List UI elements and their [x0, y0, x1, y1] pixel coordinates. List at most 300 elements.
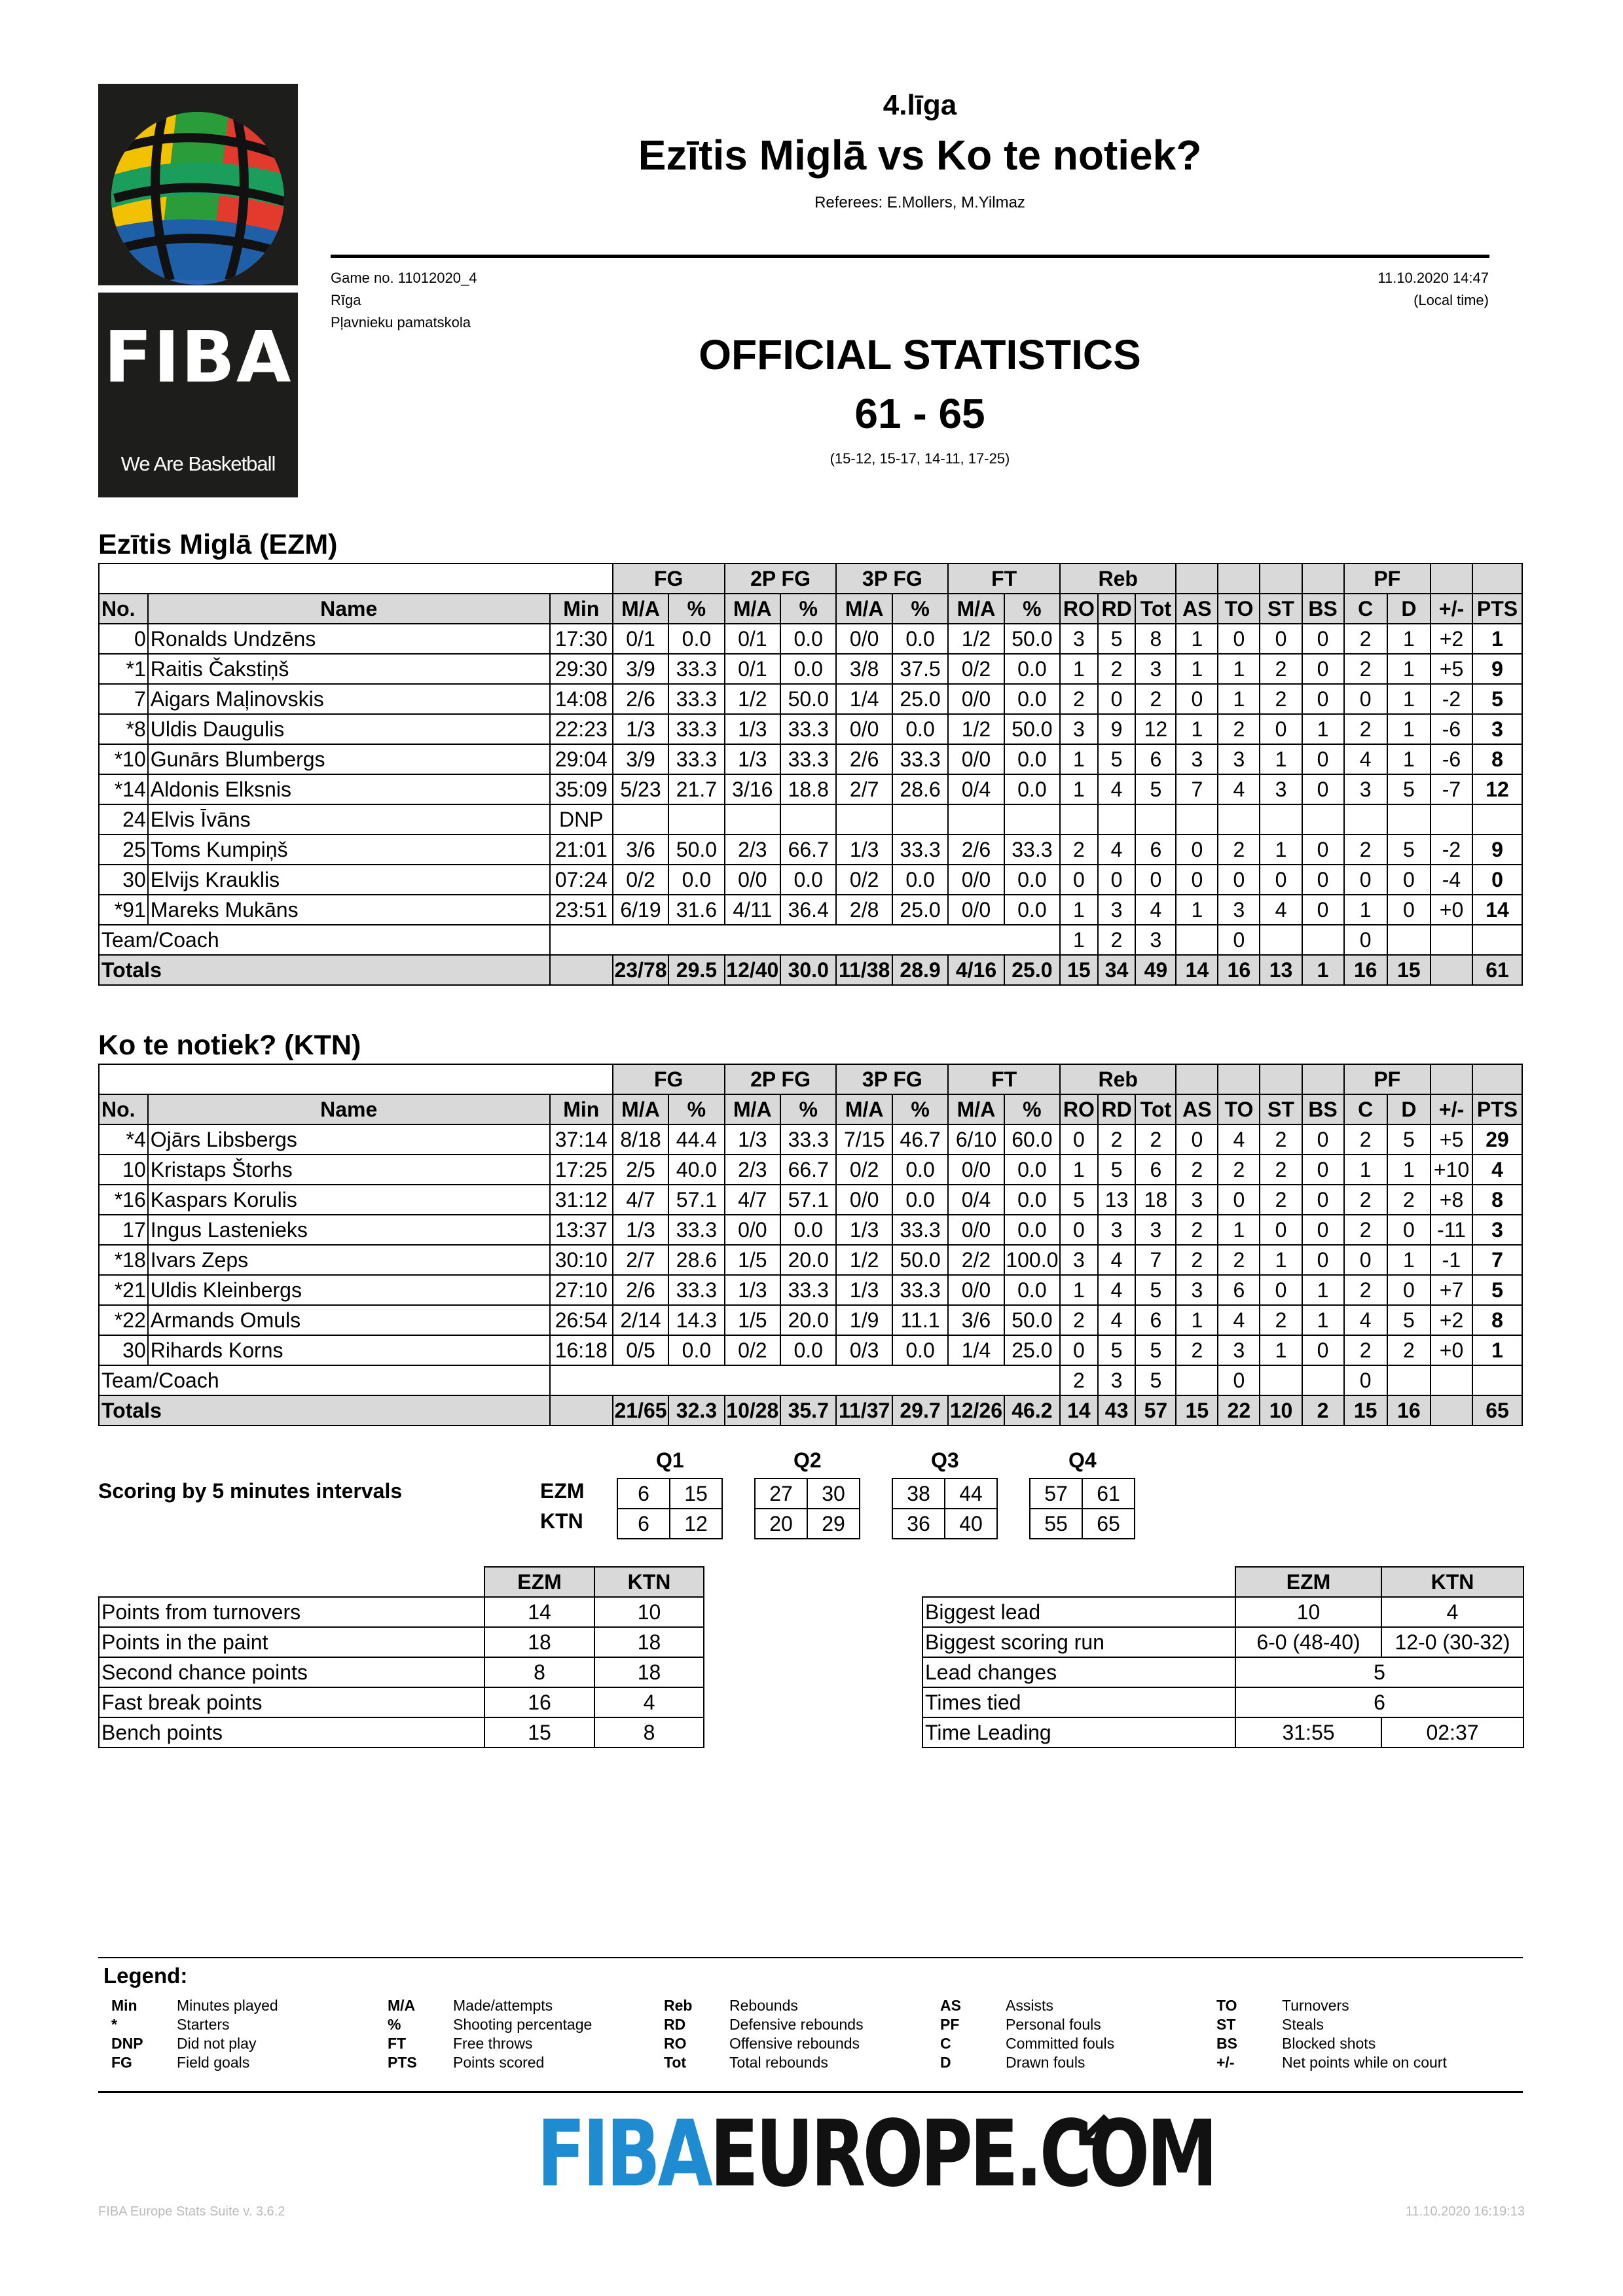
cell-plus-minus: +0: [1431, 895, 1472, 925]
cell-pts: 9: [1472, 834, 1522, 865]
lead-value: 5: [1235, 1657, 1523, 1687]
cell-bs: 0: [1302, 684, 1344, 714]
cell-st: 0: [1260, 1215, 1302, 1245]
cell-ro: 1: [1060, 1155, 1098, 1185]
brand-fiba: FIBA: [537, 2101, 710, 2208]
cell-pts: 1: [1472, 624, 1522, 654]
points-row: [99, 1627, 704, 1657]
points-ezm: 14: [484, 1597, 594, 1627]
cell-no: 17: [99, 1215, 148, 1245]
cell-3p-ma: 1/2: [836, 1245, 892, 1275]
totals-fg-ma: 23/78: [613, 955, 668, 985]
fiba-tagline: We Are Basketball: [120, 452, 276, 475]
header-col-3p-pct: %: [892, 1094, 948, 1124]
cell-3p-ma: 1/3: [836, 1215, 892, 1245]
points-ezm: 8: [484, 1657, 594, 1687]
cell-fg-ma: 2/6: [613, 1275, 668, 1305]
cell-3p-ma: 3/8: [836, 654, 892, 684]
cell-ft-ma: 0/0: [948, 865, 1004, 895]
header-col-ft-pct: %: [1004, 1094, 1060, 1124]
legend-desc: Turnovers: [1282, 1997, 1349, 2014]
lead-ezm: 6-0 (48-40): [1235, 1627, 1381, 1657]
cell-as: 3: [1176, 1185, 1218, 1215]
cell-pf-c: 4: [1344, 1305, 1387, 1335]
team-coach-row: [99, 1365, 1522, 1395]
cell-ro: 2: [1060, 834, 1098, 865]
header-col-name: Name: [148, 1094, 550, 1124]
lead-label: Lead changes: [922, 1657, 1235, 1687]
cell-name: Ivars Zeps: [148, 1245, 550, 1275]
header-group-1: 2P FG: [725, 1064, 837, 1094]
header-col-2p-ma: M/A: [725, 1094, 780, 1124]
cell-3p-ma: 2/6: [836, 744, 892, 774]
cell-ft-pct: 0.0: [1004, 684, 1060, 714]
cell-fg-pct: 28.6: [668, 1245, 724, 1275]
q2-label: Q2: [793, 1448, 822, 1472]
referees: Referees: E.Mollers, M.Yilmaz: [814, 194, 1025, 211]
header-blank-to: [1218, 564, 1260, 594]
totals-ft-ma: 12/26: [948, 1395, 1004, 1426]
cell-ro: 2: [1060, 1305, 1098, 1335]
totals-pts: 61: [1472, 955, 1522, 985]
cell-rd: 5: [1098, 744, 1136, 774]
cell-min: 16:18: [550, 1335, 613, 1365]
totals-2p-ma: 10/28: [725, 1395, 780, 1426]
cell-pf-c: 2: [1344, 1335, 1387, 1365]
cell-no: *18: [99, 1245, 148, 1275]
cell-tot: 3: [1135, 654, 1176, 684]
cell-fg-ma: 2/14: [613, 1305, 668, 1335]
cell-no: *21: [99, 1275, 148, 1305]
interval-row-ktn: [617, 1509, 722, 1539]
header-blank-pts: [1472, 1064, 1522, 1094]
lead-header-ktn: KTN: [1381, 1567, 1523, 1597]
interval-table-q3: [892, 1478, 998, 1539]
cell-plus-minus: -7: [1431, 774, 1472, 804]
cell-3p-ma: 2/8: [836, 895, 892, 925]
cell-3p-pct: 0.0: [892, 1185, 948, 1215]
header-group-2: 3P FG: [836, 1064, 948, 1094]
cell-to: 6: [1218, 1275, 1260, 1305]
cell-bs: [1302, 804, 1344, 834]
official-statistics-title: OFFICIAL STATISTICS: [699, 331, 1141, 378]
local-time-note: (Local time): [1413, 292, 1489, 308]
legend-desc: Shooting percentage: [453, 2016, 593, 2033]
header-col-no: No.: [99, 594, 148, 624]
player-row: [99, 1275, 1522, 1305]
cell-fg-ma: 2/5: [613, 1155, 668, 1185]
box-score-home: [98, 563, 1523, 986]
lead-ezm: 10: [1235, 1597, 1381, 1627]
cell-name: Ronalds Undzēns: [148, 624, 550, 654]
cell-plus-minus: +0: [1431, 1335, 1472, 1365]
cell-to: [1218, 804, 1260, 834]
interval-table-q1: [617, 1478, 723, 1539]
interval-row-ezm: [755, 1479, 860, 1509]
totals-rd: 43: [1098, 1395, 1136, 1426]
header-blank-pts: [1472, 564, 1522, 594]
cell-fg-pct: 40.0: [668, 1155, 724, 1185]
totals-label: Totals: [99, 1395, 550, 1426]
cell-rd: 3: [1098, 1215, 1136, 1245]
header-col-ro: RO: [1060, 1094, 1098, 1124]
cell-no: *14: [99, 774, 148, 804]
team-coach-tot: 3: [1135, 925, 1176, 955]
player-row: [99, 624, 1522, 654]
cell-2p-pct: 33.3: [780, 714, 836, 744]
cell-st: 0: [1260, 714, 1302, 744]
cell-plus-minus: -1: [1431, 1245, 1472, 1275]
legend-key: TO: [1216, 1997, 1237, 2014]
cell-ft-pct: 0.0: [1004, 1155, 1060, 1185]
cell-pf-d: 1: [1387, 744, 1431, 774]
legend-key: PF: [940, 2016, 960, 2033]
header-blank-as: [1176, 1064, 1218, 1094]
legend-desc: Field goals: [177, 2054, 250, 2071]
legend-key: Tot: [664, 2054, 687, 2071]
legend-desc: Rebounds: [729, 1997, 798, 2014]
interval-score-ktn: 29: [807, 1509, 860, 1539]
team-name-away: Ko te notiek? (KTN): [98, 1030, 361, 1061]
interval-score-ezm: 61: [1082, 1479, 1135, 1509]
header-col-fg-ma: M/A: [613, 594, 668, 624]
cell-fg-ma: 5/23: [613, 774, 668, 804]
cell-ft-pct: [1004, 804, 1060, 834]
player-row: [99, 1155, 1522, 1185]
header-group-4: Reb: [1060, 1064, 1176, 1094]
cell-min: 37:14: [550, 1124, 613, 1155]
cell-bs: 1: [1302, 1305, 1344, 1335]
cell-pf-c: 0: [1344, 865, 1387, 895]
header-col-3p-ma: M/A: [836, 1094, 892, 1124]
cell-min: 17:30: [550, 624, 613, 654]
lead-label: Times tied: [922, 1687, 1235, 1717]
cell-bs: 0: [1302, 1245, 1344, 1275]
totals-ft-pct: 46.2: [1004, 1395, 1060, 1426]
totals-pf-c: 16: [1344, 955, 1387, 985]
team-coach-pts: [1472, 1365, 1522, 1395]
totals-rd: 34: [1098, 955, 1136, 985]
header-divider: [331, 255, 1489, 258]
cell-ft-pct: 33.3: [1004, 834, 1060, 865]
game-info: [331, 267, 477, 334]
cell-rd: 5: [1098, 1335, 1136, 1365]
cell-rd: 2: [1098, 1124, 1136, 1155]
cell-no: 30: [99, 1335, 148, 1365]
lead-header-empty: [922, 1567, 1235, 1597]
totals-row: [99, 1395, 1522, 1426]
cell-as: 7: [1176, 774, 1218, 804]
totals-st: 10: [1260, 1395, 1302, 1426]
cell-fg-ma: 4/7: [613, 1185, 668, 1215]
legend-key: ST: [1216, 2016, 1236, 2033]
game-venue: Pļavnieku pamatskola: [331, 314, 471, 331]
cell-pf-d: 2: [1387, 1185, 1431, 1215]
cell-ft-ma: 2/6: [948, 834, 1004, 865]
cell-st: 2: [1260, 1155, 1302, 1185]
team-coach-pm: [1431, 1365, 1472, 1395]
cell-name: Gunārs Blumbergs: [148, 744, 550, 774]
cell-to: 4: [1218, 1305, 1260, 1335]
cell-fg-pct: 50.0: [668, 834, 724, 865]
cell-ft-pct: 0.0: [1004, 1275, 1060, 1305]
player-row: [99, 774, 1522, 804]
lead-row-biggest-lead: [922, 1597, 1523, 1627]
cell-ro: 0: [1060, 1335, 1098, 1365]
cell-to: 1: [1218, 1215, 1260, 1245]
cell-pf-c: 2: [1344, 1275, 1387, 1305]
interval-score-ktn: 6: [617, 1509, 670, 1539]
cell-pf-d: 1: [1387, 1245, 1431, 1275]
totals-ro: 15: [1060, 955, 1098, 985]
cell-to: 0: [1218, 624, 1260, 654]
points-header-ezm: EZM: [484, 1567, 594, 1597]
totals-bs: 1: [1302, 955, 1344, 985]
cell-name: Elvis Īvāns: [148, 804, 550, 834]
cell-bs: 1: [1302, 714, 1344, 744]
cell-rd: 9: [1098, 714, 1136, 744]
cell-rd: 5: [1098, 624, 1136, 654]
cell-tot: [1135, 804, 1176, 834]
cell-pf-d: 1: [1387, 684, 1431, 714]
team-coach-ro: 1: [1060, 925, 1098, 955]
lead-row-time-leading: [922, 1717, 1523, 1748]
cell-min: 29:30: [550, 654, 613, 684]
cell-fg-ma: 0/1: [613, 624, 668, 654]
cell-to: 2: [1218, 834, 1260, 865]
header-col-to: TO: [1218, 594, 1260, 624]
header-col-fg-pct: %: [668, 1094, 724, 1124]
interval-score-ktn: 55: [1030, 1509, 1082, 1539]
game-number: Game no. 11012020_4: [331, 270, 477, 286]
fibaeurope-brand-logo: [537, 2101, 1214, 2208]
cell-no: 7: [99, 684, 148, 714]
cell-min: 27:10: [550, 1275, 613, 1305]
cell-ft-pct: 0.0: [1004, 774, 1060, 804]
cell-ro: 3: [1060, 624, 1098, 654]
cell-ft-ma: 0/0: [948, 1275, 1004, 1305]
header-empty: [99, 1064, 613, 1094]
cell-3p-pct: [892, 804, 948, 834]
interval-score-ezm: 57: [1030, 1479, 1082, 1509]
cell-st: 2: [1260, 1124, 1302, 1155]
cell-bs: 0: [1302, 1185, 1344, 1215]
points-ktn: 18: [594, 1657, 704, 1687]
cell-3p-pct: 11.1: [892, 1305, 948, 1335]
cell-as: 2: [1176, 1215, 1218, 1245]
cell-name: Armands Omuls: [148, 1305, 550, 1335]
cell-pf-d: 1: [1387, 654, 1431, 684]
totals-ft-pct: 25.0: [1004, 955, 1060, 985]
cell-2p-pct: 0.0: [780, 1215, 836, 1245]
team-coach-c: 0: [1344, 1365, 1387, 1395]
header-col-to: TO: [1218, 1094, 1260, 1124]
cell-ft-ma: 0/4: [948, 774, 1004, 804]
cell-bs: 0: [1302, 895, 1344, 925]
cell-st: 3: [1260, 774, 1302, 804]
cell-3p-pct: 25.0: [892, 895, 948, 925]
points-row: [99, 1717, 704, 1748]
cell-name: Mareks Mukāns: [148, 895, 550, 925]
cell-ft-pct: 0.0: [1004, 1215, 1060, 1245]
cell-ro: 5: [1060, 1185, 1098, 1215]
player-row: [99, 804, 1522, 834]
header-col-2p-pct: %: [780, 1094, 836, 1124]
cell-tot: 18: [1135, 1185, 1176, 1215]
header-blank-st: [1260, 564, 1302, 594]
legend-desc: Did not play: [177, 2035, 257, 2052]
cell-pf-d: 5: [1387, 774, 1431, 804]
cell-3p-pct: 25.0: [892, 684, 948, 714]
lead-row-biggest-run: [922, 1627, 1523, 1657]
cell-fg-pct: 44.4: [668, 1124, 724, 1155]
cell-pf-c: 4: [1344, 744, 1387, 774]
cell-2p-ma: 1/5: [725, 1245, 780, 1275]
cell-ro: 1: [1060, 1275, 1098, 1305]
cell-3p-ma: 7/15: [836, 1124, 892, 1155]
cell-name: Toms Kumpiņš: [148, 834, 550, 865]
legend-key: D: [940, 2054, 951, 2071]
team-coach-tot: 5: [1135, 1365, 1176, 1395]
totals-ft-ma: 4/16: [948, 955, 1004, 985]
cell-pts: [1472, 804, 1522, 834]
cell-ro: 1: [1060, 895, 1098, 925]
team-coach-label: Team/Coach: [99, 925, 550, 955]
cell-to: 3: [1218, 744, 1260, 774]
header-col-name: Name: [148, 594, 550, 624]
lead-ktn: 12-0 (30-32): [1381, 1627, 1523, 1657]
cell-min: 13:37: [550, 1215, 613, 1245]
cell-ro: 1: [1060, 744, 1098, 774]
cell-2p-ma: 2/3: [725, 1155, 780, 1185]
legend-key: RD: [664, 2016, 686, 2033]
header-blank-bs: [1302, 564, 1344, 594]
cell-fg-pct: 31.6: [668, 895, 724, 925]
cell-pf-c: 0: [1344, 1245, 1387, 1275]
player-row: [99, 895, 1522, 925]
header-col-min: Min: [550, 594, 613, 624]
header-group-1: 2P FG: [725, 564, 837, 594]
player-row: [99, 744, 1522, 774]
cell-pts: 5: [1472, 1275, 1522, 1305]
cell-ft-ma: 0/0: [948, 744, 1004, 774]
legend-desc: Personal fouls: [1006, 2016, 1101, 2033]
interval-label: Scoring by 5 minutes intervals: [98, 1479, 403, 1503]
header-col-plus-minus: +/-: [1431, 594, 1472, 624]
header-col-2p-pct: %: [780, 594, 836, 624]
cell-no: *10: [99, 744, 148, 774]
team-coach-to: 0: [1218, 925, 1260, 955]
cell-2p-ma: 0/1: [725, 624, 780, 654]
team-coach-ro: 2: [1060, 1365, 1098, 1395]
points-row: [99, 1657, 704, 1687]
cell-fg-ma: 1/3: [613, 1215, 668, 1245]
lead-ktn: 4: [1381, 1597, 1523, 1627]
totals-2p-pct: 30.0: [780, 955, 836, 985]
team-name-home: Ezītis Miglā (EZM): [98, 529, 338, 560]
header-col-2p-ma: M/A: [725, 594, 780, 624]
totals-tot: 49: [1135, 955, 1176, 985]
header-blank-bs: [1302, 1064, 1344, 1094]
interval-score-ezm: 30: [807, 1479, 860, 1509]
cell-st: 1: [1260, 834, 1302, 865]
points-ezm: 15: [484, 1717, 594, 1748]
cell-plus-minus: +2: [1431, 1305, 1472, 1335]
cell-rd: 4: [1098, 1305, 1136, 1335]
header-col-st: ST: [1260, 594, 1302, 624]
header-col-ft-ma: M/A: [948, 594, 1004, 624]
cell-3p-ma: 1/3: [836, 1275, 892, 1305]
cell-ro: 1: [1060, 774, 1098, 804]
legend-key: +/-: [1216, 2054, 1235, 2071]
footer-version: FIBA Europe Stats Suite v. 3.6.2: [98, 2204, 285, 2219]
cell-min: 30:10: [550, 1245, 613, 1275]
cell-rd: 4: [1098, 774, 1136, 804]
cell-2p-ma: [725, 804, 780, 834]
totals-3p-ma: 11/38: [836, 955, 892, 985]
cell-3p-ma: 2/7: [836, 774, 892, 804]
header-col-rd: RD: [1098, 1094, 1136, 1124]
header-group-row: [99, 1064, 1522, 1094]
legend-desc: Assists: [1006, 1997, 1053, 2014]
cell-ft-ma: 0/4: [948, 1185, 1004, 1215]
team-coach-pm: [1431, 925, 1472, 955]
legend-key: C: [940, 2035, 951, 2052]
totals-label: Totals: [99, 955, 550, 985]
final-score: 61 - 65: [854, 390, 985, 437]
lead-header: [922, 1567, 1523, 1597]
totals-plus-minus: [1431, 1395, 1472, 1426]
lead-row-lead-changes: [922, 1657, 1523, 1687]
cell-fg-ma: 0/5: [613, 1335, 668, 1365]
cell-pts: 7: [1472, 1245, 1522, 1275]
header-group-3: FT: [948, 1064, 1060, 1094]
cell-bs: 0: [1302, 834, 1344, 865]
cell-name: Raitis Čakstiņš: [148, 654, 550, 684]
cell-to: 3: [1218, 895, 1260, 925]
cell-min: 22:23: [550, 714, 613, 744]
cell-tot: 5: [1135, 1275, 1176, 1305]
cell-3p-ma: 0/2: [836, 865, 892, 895]
totals-2p-pct: 35.7: [780, 1395, 836, 1426]
totals-row: [99, 955, 1522, 985]
interval-row-ezm: [892, 1479, 997, 1509]
team-coach-row: [99, 925, 1522, 955]
cell-2p-pct: 20.0: [780, 1305, 836, 1335]
cell-pf-c: 2: [1344, 1185, 1387, 1215]
cell-2p-ma: 3/16: [725, 774, 780, 804]
totals-plus-minus: [1431, 955, 1472, 985]
header-blank-to: [1218, 1064, 1260, 1094]
cell-fg-pct: 57.1: [668, 1185, 724, 1215]
cell-2p-ma: 1/3: [725, 1275, 780, 1305]
legend-key: M/A: [388, 1997, 416, 2014]
cell-min: 31:12: [550, 1185, 613, 1215]
totals-3p-pct: 29.7: [892, 1395, 948, 1426]
points-ktn: 8: [594, 1717, 704, 1748]
cell-as: 3: [1176, 1275, 1218, 1305]
header-blank-as: [1176, 564, 1218, 594]
cell-2p-pct: 0.0: [780, 624, 836, 654]
basketball-icon: [98, 84, 298, 285]
header-col-rd: RD: [1098, 594, 1136, 624]
cell-fg-pct: 33.3: [668, 714, 724, 744]
totals-3p-ma: 11/37: [836, 1395, 892, 1426]
cell-2p-pct: 20.0: [780, 1245, 836, 1275]
cell-2p-ma: 0/0: [725, 1215, 780, 1245]
cell-to: 3: [1218, 1335, 1260, 1365]
legend-title: Legend:: [103, 1964, 188, 1988]
